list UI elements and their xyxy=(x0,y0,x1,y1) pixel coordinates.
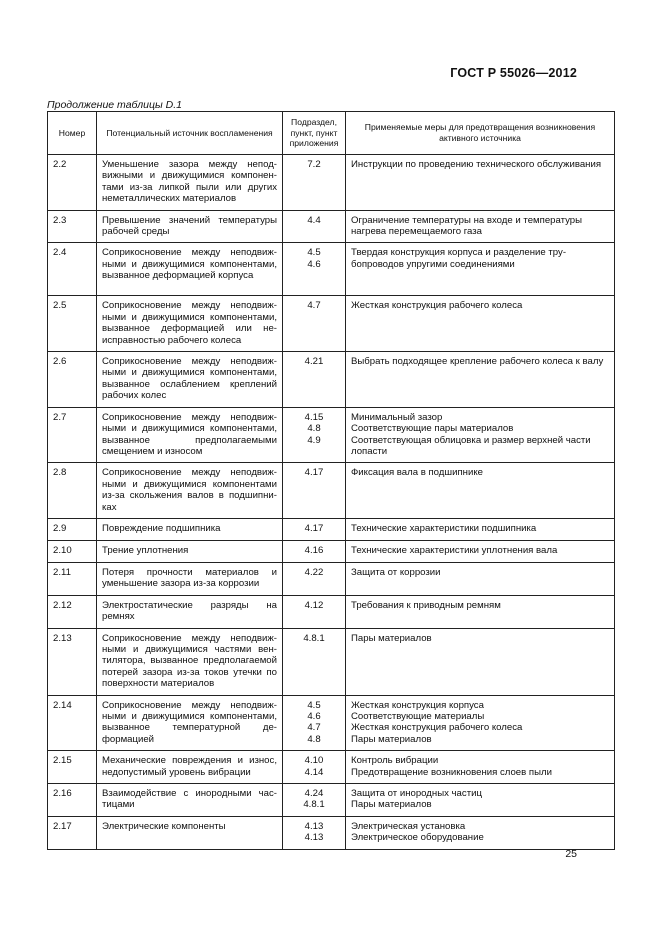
clause-refs xyxy=(283,210,346,243)
preventive-measures xyxy=(346,463,615,519)
preventive-measures xyxy=(346,816,615,849)
row-number: 2.3 xyxy=(48,210,97,243)
measure-item: Контроль вибрации xyxy=(351,755,439,767)
clause-refs xyxy=(283,352,346,408)
ignition-source: Соприкосновение между неподвижными и движущимися компонентами, вызванное предполагаемыми смещением и износом xyxy=(97,407,283,463)
preventive-measures xyxy=(346,784,615,817)
table-row xyxy=(48,243,615,296)
standard-designation: ГОСТ Р 55026—2012 xyxy=(450,66,577,80)
clause-refs xyxy=(283,518,346,540)
row-number: 2.9 xyxy=(48,518,97,540)
ignition-sources-table xyxy=(47,111,615,850)
table-row xyxy=(48,695,615,751)
measure-item: Соответствующие пары материалов xyxy=(351,423,514,435)
measure-item: Фиксация вала в подшипнике xyxy=(351,467,483,479)
measure-item: Технические характеристики подшипника xyxy=(351,522,537,534)
row-number: 2.15 xyxy=(48,751,97,784)
clause-refs xyxy=(283,595,346,628)
measure-item: Предотвращение возникновения слоев пыли xyxy=(351,766,552,778)
row-number: 2.8 xyxy=(48,463,97,519)
clause-ref: 4.8.1 xyxy=(303,632,325,644)
measure-item: Пары материалов xyxy=(351,632,432,644)
clause-ref: 4.12 xyxy=(304,599,324,611)
measure-item: Твердая конструкция корпуса и разделение трубопроводов упругими соединениями xyxy=(351,247,567,270)
clause-ref: 4.6 xyxy=(307,258,321,270)
row-number: 2.12 xyxy=(48,595,97,628)
clause-ref: 4.15 xyxy=(304,411,324,423)
table-row xyxy=(48,210,615,243)
table-row xyxy=(48,540,615,562)
preventive-measures xyxy=(346,352,615,408)
row-number: 2.7 xyxy=(48,407,97,463)
table-row xyxy=(48,595,615,628)
measure-item: Защита от коррозии xyxy=(351,566,441,578)
measure-item: Ограничение температуры на входе и температуры нагрева перемещаемого газа xyxy=(351,214,583,238)
table-row xyxy=(48,751,615,784)
table-row xyxy=(48,407,615,463)
clause-ref: 4.10 xyxy=(304,755,324,767)
row-number: 2.17 xyxy=(48,816,97,849)
preventive-measures xyxy=(346,540,615,562)
clause-ref: 4.6 xyxy=(307,711,321,722)
ignition-source: Соприкосновение между неподвижными и движущимися компонентами, вызванное деформацией корпуса xyxy=(97,243,283,296)
ignition-source: Механические повреждения и износ, недопустимый уровень вибрации xyxy=(97,751,283,784)
table-header-row xyxy=(48,112,615,155)
row-number: 2.13 xyxy=(48,628,97,695)
clause-refs xyxy=(283,816,346,849)
clause-ref: 4.21 xyxy=(304,356,324,368)
clause-refs xyxy=(283,463,346,519)
clause-refs xyxy=(283,628,346,695)
ignition-source: Соприкосновение между неподвижными и движущимися компонентами, вызванное температурной деформацией xyxy=(97,695,283,751)
table-row xyxy=(48,816,615,849)
table-caption: Продолжение таблицы D.1 xyxy=(47,99,182,111)
preventive-measures xyxy=(346,243,615,296)
measure-item: Инструкции по проведению технического обслуживания xyxy=(351,159,602,170)
clause-ref: 4.16 xyxy=(304,544,324,556)
ignition-source: Соприкосновение между неподвижными и движущимися компонентами из-за скольжения валов в подшипниках xyxy=(97,463,283,519)
clause-refs xyxy=(283,751,346,784)
table-row xyxy=(48,296,615,352)
clause-refs xyxy=(283,296,346,352)
clause-refs xyxy=(283,540,346,562)
ignition-source: Соприкосновение между неподвижными и движущимися компонентами, вызванное деформацией или неисправностью рабочего колеса xyxy=(97,296,283,352)
preventive-measures xyxy=(346,518,615,540)
measure-item: Пары материалов xyxy=(351,799,432,811)
clause-ref: 7.2 xyxy=(307,159,321,170)
table-row xyxy=(48,628,615,695)
ignition-source: Уменьшение зазора между неподвижными и движущимися компонентами из-за липкой пыли или других неметаллических материалов xyxy=(97,155,283,211)
ignition-source: Электростатические разряды на ремнях xyxy=(97,595,283,628)
table-body xyxy=(48,155,615,850)
table-row xyxy=(48,562,615,595)
measure-item: Жесткая конструкция рабочего колеса xyxy=(351,722,523,734)
row-number: 2.2 xyxy=(48,155,97,211)
clause-ref: 4.8 xyxy=(307,423,321,435)
measure-item: Соответствующие материалы xyxy=(351,711,485,722)
table-row xyxy=(48,518,615,540)
clause-ref: 4.17 xyxy=(304,467,324,479)
table-row xyxy=(48,352,615,408)
preventive-measures xyxy=(346,562,615,595)
ignition-source: Потеря прочности материалов и уменьшение зазора из-за коррозии xyxy=(97,562,283,595)
header-clause: Подраздел, пункт, пункт приложения xyxy=(283,112,346,155)
preventive-measures xyxy=(346,595,615,628)
preventive-measures xyxy=(346,751,615,784)
measure-item: Электрическое оборудование xyxy=(351,832,484,844)
row-number: 2.14 xyxy=(48,695,97,751)
measure-item: Минимальный зазор xyxy=(351,411,443,423)
row-number: 2.6 xyxy=(48,352,97,408)
clause-ref: 4.17 xyxy=(304,522,324,534)
page-number: 25 xyxy=(565,848,577,860)
clause-ref: 4.7 xyxy=(307,300,321,312)
table-row xyxy=(48,784,615,817)
clause-ref: 4.4 xyxy=(307,214,321,226)
clause-ref: 4.24 xyxy=(304,788,324,800)
measure-item: Пары материалов xyxy=(351,733,432,745)
preventive-measures xyxy=(346,695,615,751)
header-number: Номер xyxy=(48,112,97,155)
ignition-source: Превышение значений температуры рабочей среды xyxy=(97,210,283,243)
measure-item: Электрическая установка xyxy=(351,820,466,832)
row-number: 2.11 xyxy=(48,562,97,595)
clause-ref: 4.7 xyxy=(307,722,321,734)
measure-item: Технические характеристики уплотнения вала xyxy=(351,544,558,556)
row-number: 2.10 xyxy=(48,540,97,562)
measure-item: Жесткая конструкция рабочего колеса xyxy=(351,300,523,312)
preventive-measures xyxy=(346,210,615,243)
row-number: 2.5 xyxy=(48,296,97,352)
ignition-source: Соприкосновение между неподвижными и движущимися компонентами, вызванное ослаблением креплений рабочих колес xyxy=(97,352,283,408)
clause-ref: 4.5 xyxy=(307,699,321,711)
measure-item: Выбрать подходящее крепление рабочего колеса к валу xyxy=(351,356,604,368)
row-number: 2.16 xyxy=(48,784,97,817)
table-row xyxy=(48,463,615,519)
clause-refs xyxy=(283,562,346,595)
ignition-source: Электрические компоненты xyxy=(97,816,283,849)
clause-ref: 4.14 xyxy=(304,766,324,778)
clause-ref: 4.8 xyxy=(307,733,321,745)
row-number: 2.4 xyxy=(48,243,97,296)
table-row xyxy=(48,155,615,211)
clause-refs xyxy=(283,155,346,211)
preventive-measures xyxy=(346,155,615,211)
preventive-measures xyxy=(346,628,615,695)
clause-refs xyxy=(283,695,346,751)
clause-ref: 4.5 xyxy=(307,247,321,259)
clause-ref: 4.9 xyxy=(307,434,321,446)
clause-ref: 4.13 xyxy=(304,820,324,832)
clause-ref: 4.13 xyxy=(304,832,324,844)
measure-item: Защита от инородных частиц xyxy=(351,788,482,800)
measure-item: Жесткая конструкция корпуса xyxy=(351,699,484,711)
preventive-measures xyxy=(346,407,615,463)
clause-refs xyxy=(283,407,346,463)
clause-ref: 4.22 xyxy=(304,566,324,578)
ignition-source: Повреждение подшипника xyxy=(97,518,283,540)
measure-item: Требования к приводным ремням xyxy=(351,599,501,611)
measure-item: Соответствующая облицовка и размер верхней части лопасти xyxy=(351,434,591,457)
clause-ref: 4.8.1 xyxy=(303,799,325,811)
ignition-source: Соприкосновение между неподвижными и движущимися частями вентилятора, вызванное предполагаемой потерей зазора из-за токов утечки по поверхности материалов xyxy=(97,628,283,695)
ignition-source: Трение уплотнения xyxy=(97,540,283,562)
clause-refs xyxy=(283,243,346,296)
preventive-measures xyxy=(346,296,615,352)
ignition-source: Взаимодействие с инородными частицами xyxy=(97,784,283,817)
header-ignition-source: Потенциальный источник воспламенения xyxy=(97,112,283,155)
clause-refs xyxy=(283,784,346,817)
header-measures: Применяемые меры для предотвращения возникновения активного источника xyxy=(346,112,615,155)
